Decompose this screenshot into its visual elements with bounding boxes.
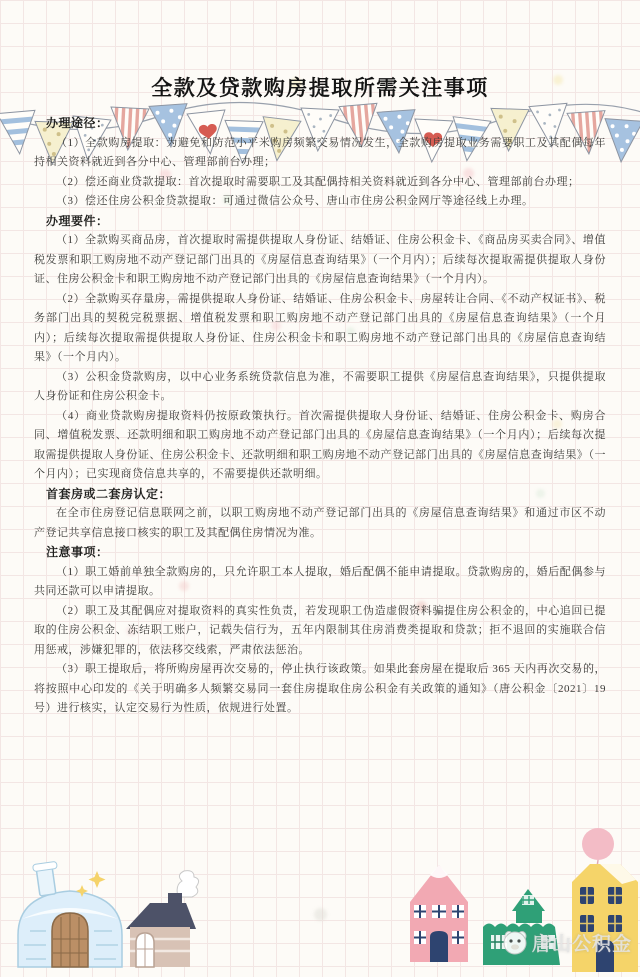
paragraph: （2）偿还商业贷款提取：首次提取时需要职工及其配偶持相关资料就近到各分中心、管理部前台办理； [56, 175, 580, 188]
beige-house-icon [126, 871, 199, 967]
section-heading: 办理要件： [46, 213, 109, 228]
pink-house-icon [410, 865, 468, 962]
paragraph: （1）全款购买商品房，首次提取时需提供提取人身份证、结婚证、住房公积金卡、《商品房买卖合同》、增值税发票和职工购房地不动产登记部门出具的《房屋信息查询结果》（一个月内）；后续每次提取需提供提取人身份证、住房公积金卡和职工购房地不动产登记部门出具的《房屋信息查询结果》（一个月内）。 [34, 234, 606, 285]
paragraph: （3）职工提取后，将所购房屋再次交易的，停止执行该政策。如果此套房屋在提取后 365 天内再次交易的，将按照中心印发的《关于明确多人频繁交易同一套住房提取住房公积金有关政策的通知》（唐公积金〔2021〕19号）进行核实，认定交易行为性质，依规进行处置。 [34, 663, 606, 714]
watermark-text: 唐山公积金 [532, 933, 633, 955]
paragraph: （3）公积金贷款购房，以中心业务系统贷款信息为准，不需要职工提供《房屋信息查询结果》，只提供提取人身份证和住房公积金卡。 [34, 370, 606, 402]
section-heading: 注意事项： [46, 545, 109, 559]
paragraph: （4）商业贷款购房提取资料仍按原政策执行。首次需提供提取人身份证、结婚证、住房公积金卡、购房合同、增值税发票、还款明细和职工购房地不动产登记部门出具的《房屋信息查询结果》（一个月内）；后续每次提取需提供提取人身份证、住房公积金卡、还款明细和职工购房地不动产登记部门出具的《房屋信息查询结果》（一个月内）；已实现商贷信息共享的，不需要提供还款明细。 [34, 409, 606, 480]
paragraph: （3）偿还住房公积金贷款提取：可通过微信公众号、唐山市住房公积金网厅等途径线上办理。 [56, 195, 534, 207]
section-heading: 办理途径： [46, 116, 109, 130]
blue-igloo-house-icon [18, 861, 122, 967]
paragraph: （1）全款购房提取：为避免和防范小平米购房频繁交易情况发生，全款购房提取业务需要职工及其配偶每年持相关资料就近到各分中心、管理部前台办理； [34, 136, 606, 168]
paragraph: （2）全款购买存量房，需提供提取人身份证、结婚证、住房公积金卡、房屋转让合同、《不动产权证书》、税务部门出具的契税完税票据、增值税发票和职工购房地不动产登记部门出具的《房屋信息查询结果》（一个月内）；后续每次提取需提供提取人身份证、住房公积金卡和职工购房地不动产登记部门出具的《房屋信息查询结果》（一个月内）。 [34, 292, 606, 363]
section-required-documents [34, 212, 606, 485]
paragraph: （1）职工婚前单独全款购房的，只允许职工本人提取，婚后配偶不能申请提取。贷款购房的，婚后配偶参与共同还款可以申请提取。 [34, 565, 606, 597]
paragraph: 在全市住房登记信息联网之前，以职工购房地不动产登记部门出具的《房屋信息查询结果》和通过市区不动产登记共享信息接口核实的职工及其配偶住房情况为准。 [34, 507, 606, 539]
page-title: 全款及贷款购房提取所需关注事项 [151, 76, 489, 100]
houses-illustration [0, 827, 640, 977]
section-first-or-second-home [34, 485, 606, 544]
paragraph: （2）职工及其配偶应对提取资料的真实性负责，若发现职工伪造虚假资料骗提住房公积金的，中心追回已提取的住房公积金、冻结职工账户，记载失信行为，五年内限制其住房消费类提取和贷款；拒不退回的实施联合信用惩戒，涉嫌犯罪的，依法移交线索，严肃依法惩治。 [34, 604, 606, 656]
notice-body [34, 114, 606, 719]
section-heading: 首套房或二套房认定： [46, 486, 172, 501]
section-handling-channels [34, 114, 606, 212]
yellow-house-icon [572, 828, 638, 972]
section-notes [34, 543, 606, 719]
green-house-icon [483, 889, 560, 965]
